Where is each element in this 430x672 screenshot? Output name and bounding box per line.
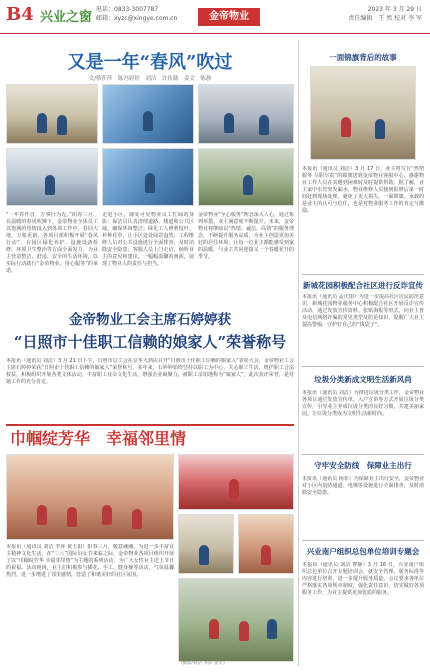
article2-title-line1: 金帝物业工会主席石婷婷获 [69, 312, 231, 328]
article3-photo-4 [238, 514, 294, 574]
article3-photo-2 [178, 454, 294, 510]
email-line: 邮箱：xyzc@xingye.com.cn [96, 15, 178, 22]
figure-icon [224, 113, 234, 133]
article3-photo-5 [178, 578, 294, 662]
figure-icon [239, 621, 249, 641]
figure-icon [67, 507, 77, 527]
rule [302, 366, 424, 367]
article1-photo-4 [6, 148, 98, 206]
figure-icon [37, 505, 47, 525]
figure-icon [341, 117, 351, 137]
contact-info [96, 5, 177, 23]
rule [302, 454, 424, 455]
figure-icon [143, 111, 153, 131]
article2-body: 本报讯（通讯员 刘洁）3 月 21 日下午，日照市总工会在京华大酒店召开“日照市十佳职工信赖的娘家人”表彰大会，金帝物业工会主席石婷婷荣获“日照市十佳职工信赖的娘家人”荣誉称号。多年来，石婷婷始终坚持以职工为中心，关心职工生活，维护职工合法权益，积极组织开展各类文体活动，丰富职工业余文化生活，增强企业凝聚力，被职工亲切地称为“娘家人”。此次获评荣誉，是对她工作的充分肯定。 [6, 358, 294, 385]
article1-photo-2 [102, 84, 194, 144]
figure-icon [259, 115, 269, 135]
article2-title-line2: “日照市十佳职工信赖的娘家人”荣誉称号 [13, 333, 287, 351]
rule [302, 540, 424, 541]
story1-photo [310, 66, 416, 160]
figure-icon [57, 115, 67, 135]
section-badge: 金帝物业 [198, 8, 260, 26]
figure-icon [45, 175, 55, 195]
article3-caption: （摄影/刘洁 李萍 姜文） [178, 661, 228, 666]
story2-body: 本报讯（通讯员 孟庆娟）为进一步提高社区居民防范意识，新城花园物业服务中心积极配合社区开展反诈宣传活动，通过发放宣传资料、张贴海报等形式，向业主普及电信网络诈骗的常见类型及防范知识，提醒广大业主提高警惕，守护好自己的“钱袋子”。 [302, 294, 424, 328]
story4-title: 守牢安全防线 保障业主出行 [314, 461, 412, 470]
article1-photo-3 [198, 84, 294, 144]
issue-date: 2023 年 3 月 29 日 [367, 6, 422, 13]
article3-body: 本报讯（通讯员 刘洁 李萍 黄玉娟）阳春三月，暖意融融。为进一步丰富业主精神文化生活，在“三八”国际妇女节来临之际，金帝物业各项目组织开展了以“巾帼绽芳华 幸福邻里情”为主题的系列活动，为广大女性业主送上节日的祝福。活动现场，业主们积极参与插花、手工、健身操等活动，气氛温馨热烈，进一步增进了邻里感情，营造了和谐美好的社区氛围。 [6, 544, 174, 578]
figure-icon [267, 619, 277, 639]
story1-body: 本报讯（通讯员 刘洁）3 月 17 日，业主将写有“热情服务 尽职尽责”的锦旗送到金帝物业客服中心，感谢物业工作人员在其遇到困难时及时提供帮助。据了解，业主家中水管突发漏水，物业维修人员接到报修后第一时间赶到现场处理，避免了更大损失。一面锦旗，承载的是业主的认可与信任，也是对物业服务工作的肯定与激励。 [302, 166, 424, 214]
article1-body-left: “一年春作首，万事行为先。”阳春三月，在温暖的春风吹拂下，金帝物业全体员工以饱满的热情投入到各项工作中。春回大地，万象更新，各项目部积极开展“春风行动”，在园区绿化养护、设施设备检修、环境卫生整治等方面全面发力，为业主营造整洁、舒适、安全的生活环境，以实际行动践行“金帝物业，用心服务”的承诺。 [6, 212, 98, 274]
figure-icon [375, 119, 385, 139]
article3-photo-3 [178, 514, 234, 574]
article3-photo-main [6, 454, 174, 540]
figure-icon [132, 509, 142, 529]
figure-icon [102, 505, 112, 525]
article1-body-right: 金帝物业“至心服务”理念深入人心，通过系列举措，业主满意度不断提升。未来，金帝物业将继续以“热情、诚信、高效”的服务理念，不断提升服务品质，为业主创造更加美好的居住环境，让每一位业主都能感受到家的温暖，与业主共同迎接又一个春暖花开的季节。 [198, 212, 294, 260]
story1-title: 一面锦旗背后的故事 [329, 53, 397, 62]
story3-body: 本报讯（通讯员 刘洁）为推进垃圾分类工作，金帝物业各项目通过发放宣传单、入户宣讲等方式开展垃圾分类宣传，引导业主养成垃圾分类的良好习惯，共建美丽家园，让垃圾分类成为文明生活新时尚。 [302, 390, 424, 417]
issue-info [348, 5, 422, 23]
figure-icon [229, 479, 239, 499]
figure-icon [243, 175, 253, 195]
story4-body: 本报讯（通讯员 杨菲）为保障业主出行安全，金帝物业对小区内消防通道、电梯等设施进行全面排查，及时消除安全隐患。 [302, 476, 424, 496]
figure-icon [199, 545, 209, 565]
rule [302, 274, 424, 275]
article1-body-mid: 走进小区，随处可见物业员工忙碌的身影：保洁员认真清理道路、楼道和公共区域，确保环境整洁；绿化工人修剪枝叶、补种花草，让小区处处绿意盎然；工程维修人员对公共设施进行全面排查，及时消除安全隐患；客服人员上门走访，倾听业主的意见和建议。一幅幅温馨的画面，展现了物业人的责任与担当。 [102, 212, 194, 267]
article1-photo-1 [6, 84, 98, 144]
article1-title: 又是一年“春风”吹过 [67, 52, 233, 73]
page-header [0, 0, 430, 34]
figure-icon [261, 545, 271, 565]
newspaper-logo: 兴业之窗 [40, 10, 93, 25]
story5-body: 本报讯（通讯员 刘洁 曹静）3 月 16 日，兴业南户组织总包单位召开专题培训会，就安全管理、服务标准等内容进行培训，进一步提升服务质量。会议要求各单位严格落实各项规章制度，强化责任意识，切实做好各项服务工作，为业主提供更加优质的服务。 [302, 562, 424, 596]
article1-byline: 文/蔡莎莎 陈冯婷婷 刘洁 许传薇 姜文 陈静 [88, 76, 212, 82]
figure-icon [145, 173, 155, 193]
column-divider [298, 40, 299, 666]
page-number: B4 [6, 4, 34, 25]
editor-line: 责任编辑 王 然 校对 李 军 [348, 15, 422, 22]
story5-title: 兴业南户组织总包单位培训专题会 [306, 547, 420, 556]
article1-photo-5 [102, 148, 194, 206]
story3-title: 垃圾分类新成文明生活新风尚 [314, 375, 412, 384]
article3-title: 巾帼绽芳华 幸福邻里情 [10, 429, 187, 448]
article1-photo-6 [198, 148, 294, 206]
story2-title: 新城花园积极配合社区进行反诈宣传 [303, 281, 423, 290]
figure-icon [209, 619, 219, 639]
phone-line: 电话：0833-3007787 [96, 6, 159, 13]
figure-icon [37, 113, 47, 133]
